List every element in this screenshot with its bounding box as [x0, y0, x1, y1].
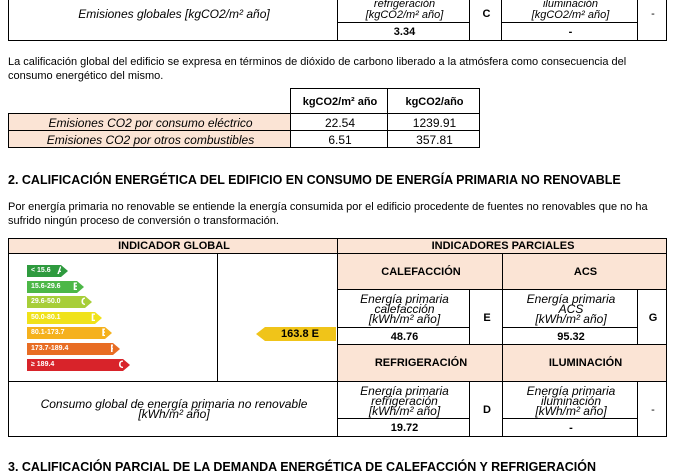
top-ilum-grade-cell	[637, 0, 667, 41]
calefaccion-header: CALEFACCIÓN	[381, 266, 461, 278]
energy-scale-letter: E	[101, 327, 109, 340]
iluminacion-header: ILUMINACIÓN	[548, 357, 623, 369]
ilu-value-cell	[502, 418, 638, 437]
ref-label-line1: Energía primaria	[360, 384, 449, 398]
rating-arrow-cell	[217, 253, 338, 382]
ilu-label-line2: iluminación	[540, 394, 602, 408]
co2-other-per-year: 357.81	[416, 133, 453, 147]
emissions-global-label: Emisiones globales [kgCO2/m² año]	[78, 7, 270, 21]
top-refrig-grade-cell	[469, 0, 502, 41]
co2-row-electric-v1	[290, 113, 388, 131]
rating-arrow-label: 163.8 E	[281, 328, 319, 340]
acs-label-line2: ACS	[558, 302, 584, 316]
co2-electric-per-year: 1239.91	[412, 116, 457, 130]
energy-scale-bar-d	[27, 311, 99, 324]
co2-row-other-v2	[387, 130, 480, 148]
co2-electric-per-m2: 22.54	[324, 116, 356, 130]
top-ilum-label-cell	[501, 0, 638, 23]
energy-scale-range: < 15.6	[31, 267, 51, 274]
global-indicator-title: INDICADOR GLOBAL	[118, 240, 230, 252]
ref-value: 19.72	[390, 422, 419, 434]
rating-arrow	[256, 327, 336, 341]
energy-scale-bar-a	[27, 265, 65, 277]
energy-scale-tip	[85, 296, 92, 308]
co2-row-electric-v2	[387, 113, 480, 131]
co2-header-per-year: kgCO2/año	[405, 96, 464, 108]
ilu-value: -	[569, 422, 573, 434]
ilu-label-cell	[502, 381, 638, 419]
ilum-label-line1: iluminación	[542, 0, 599, 10]
refrig-value: 3.34	[393, 26, 416, 38]
energy-scale-bar-e	[27, 327, 109, 340]
ilu-grade: -	[651, 404, 655, 416]
energy-scale-tip	[95, 312, 102, 324]
energy-scale-range: ≥ 189.4	[31, 360, 55, 368]
refrig-label-line1: refrigeración	[373, 0, 436, 10]
acs-label-cell	[502, 289, 638, 328]
co2-header-per-m2: kgCO2/m² año	[302, 96, 378, 108]
energy-scale-bar-g	[27, 358, 127, 371]
cal-label-line2: calefacción	[374, 302, 435, 316]
energy-scale-range: 15.6-29.6	[31, 282, 61, 290]
ilum-value: -	[568, 26, 573, 38]
energy-scale-tip	[105, 327, 112, 339]
cal-grade: E	[483, 312, 491, 324]
co2-other-label: Emisiones CO2 por otros combustibles	[46, 133, 255, 147]
cal-value: 48.76	[390, 331, 419, 343]
refrig-grade: C	[482, 8, 491, 20]
ref-label-line3: [kWh/m² año]	[368, 404, 441, 418]
cal-value-cell	[337, 327, 470, 345]
acs-value: 95.32	[557, 331, 585, 343]
global-consumption-line1: Consumo global de energía primaria no renovable	[40, 397, 308, 411]
cal-label-line3: [kWh/m² año]	[368, 312, 441, 326]
ref-label-cell	[337, 381, 470, 419]
partial-indicators-title: INDICADORES PARCIALES	[431, 240, 575, 252]
section2-title: 2. CALIFICACIÓN ENERGÉTICA DEL EDIFICIO EN CONSUMO DE ENERGÍA PRIMARIA NO RENOVABLE	[8, 173, 621, 187]
acs-grade-cell	[637, 289, 667, 345]
co2-description-paragraph: La calificación global del edificio se expresa en términos de dióxido de carbono liberado a la atmósfera como consecuencia del consumo energético del mismo.	[8, 56, 627, 82]
energy-scale-letter: G	[118, 358, 127, 371]
energy-scale-range: 173.7-189.4	[31, 345, 69, 352]
energy-scale-letter: B	[73, 280, 81, 293]
energy-scale-tip	[113, 343, 120, 355]
co2-header-col1	[290, 88, 388, 114]
ilu-label-line3: [kWh/m² año]	[535, 404, 607, 418]
acs-label-line3: [kWh/m² año]	[535, 312, 607, 326]
top-emissions-cell	[8, 0, 338, 41]
energy-scale-letter: C	[81, 296, 89, 309]
energy-scale-tip	[123, 359, 130, 371]
energy-scale-letter: A	[57, 265, 65, 277]
energy-scale-letter: F	[110, 343, 117, 355]
global-consumption-line2: [kWh/m² año]	[138, 407, 210, 421]
section3-title: 3. CALIFICACIÓN PARCIAL DE LA DEMANDA ENERGÉTICA DE CALEFACCIÓN Y REFRIGERACIÓN	[8, 460, 596, 474]
energy-scale-tip	[61, 265, 68, 277]
co2-row-other-v1	[290, 130, 388, 148]
ref-value-cell	[337, 418, 470, 437]
energy-scale-range: 50.0-80.1	[31, 313, 61, 321]
energy-scale-range: 29.6-50.0	[31, 298, 61, 306]
ilum-label-line2: [kgCO2/m² año]	[531, 9, 610, 21]
acs-grade: G	[648, 312, 658, 324]
calefaccion-header-cell	[337, 253, 503, 290]
co2-other-per-m2: 6.51	[328, 133, 352, 147]
top-refrig-label-cell	[337, 0, 470, 23]
cal-label-line1: Energía primaria	[360, 292, 449, 306]
cal-label-cell	[337, 289, 470, 328]
acs-label-line1: Energía primaria	[526, 292, 616, 306]
top-refrig-value-cell	[337, 22, 470, 41]
co2-electric-label: Emisiones CO2 por consumo eléctrico	[48, 116, 253, 130]
cal-grade-cell	[469, 289, 503, 345]
energy-scale-range: 80.1-173.7	[31, 329, 65, 337]
ref-grade-cell	[469, 381, 503, 437]
ilu-grade-cell	[637, 381, 667, 437]
acs-header: ACS	[573, 266, 598, 278]
partial-indicators-header	[337, 238, 667, 254]
ref-label-line2: refrigeración	[371, 394, 438, 408]
energy-scale-bar-f	[27, 343, 117, 355]
primary-energy-paragraph: Por energía primaria no renovable se entiende la energía consumida por el edificio procedente de fuentes no renovables que no ha sufrido ningún proceso de conversión o transformación.	[8, 201, 648, 227]
acs-header-cell	[502, 253, 667, 290]
iluminacion-header-cell	[502, 344, 667, 382]
top-ilum-value-cell	[501, 22, 638, 41]
co2-header-col2	[387, 88, 480, 114]
co2-row-electric-label	[8, 113, 291, 131]
energy-scale-tip	[77, 281, 84, 293]
global-indicator-header	[8, 238, 338, 254]
refrigeracion-header: REFRIGERACIÓN	[374, 357, 468, 369]
acs-value-cell	[502, 327, 638, 345]
refrigeracion-header-cell	[337, 344, 503, 382]
ref-grade: D	[483, 404, 491, 416]
ilu-label-line1: Energía primaria	[526, 384, 616, 398]
energy-scale-letter: D	[91, 311, 99, 324]
global-consumption-cell	[8, 381, 338, 437]
energy-scale-bar-c	[27, 296, 89, 309]
ilum-grade: -	[651, 8, 655, 20]
energy-scale-bar-b	[27, 280, 81, 293]
co2-row-other-label	[8, 130, 291, 148]
refrig-label-line2: [kgCO2/m² año]	[365, 9, 444, 21]
